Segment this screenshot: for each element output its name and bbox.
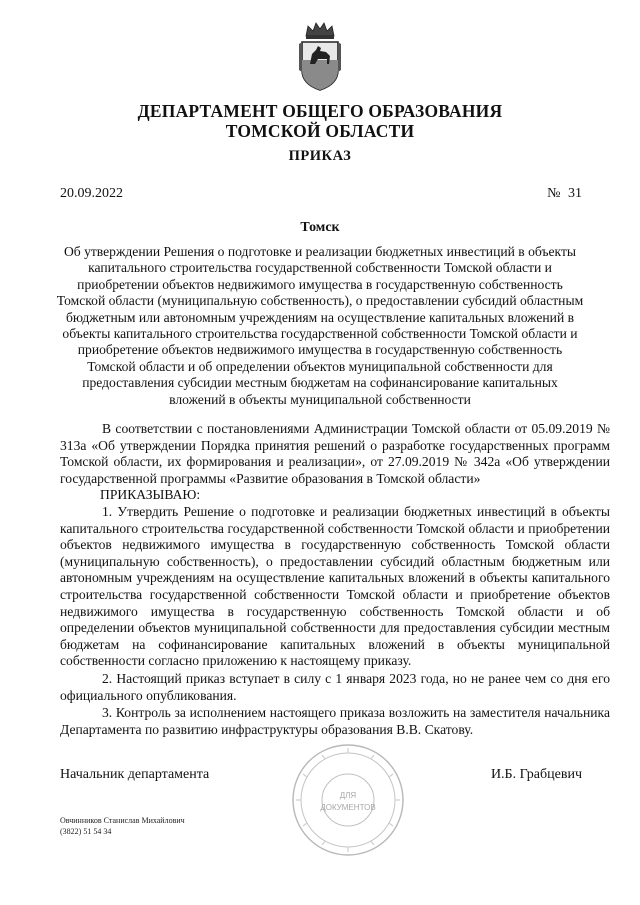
signatory-name: И.Б. Грабцевич — [490, 767, 582, 782]
title-line: объекты капитального строительства государственной собственности Томской области и — [62, 326, 578, 342]
tomsk-coat-of-arms-icon — [296, 20, 344, 92]
title-line: Томской области (муниципальную собственность), о предоставлении субсидий областным — [56, 293, 584, 309]
title-line: Томской области и об определении объектов муниципальной собственности для — [87, 358, 553, 374]
executor-info — [60, 815, 185, 837]
order-word: ПРИКАЗЫВАЮ: — [100, 487, 201, 503]
stamp-text-line2: ДОКУМЕНТОВ — [320, 803, 376, 812]
title-line: Об утверждении Решения о подготовке и реализации бюджетных инвестиций в объекты — [63, 244, 577, 259]
document-date: 20.09.2022 — [60, 186, 123, 201]
order-item-1: 1. Утвердить Решение о подготовке и реализации бюджетных инвестиций в объекты капитального строительства государственной собственности Томской области и приобретении объектов недвижимого имущества в государственную собственность Томской области (муниципальную собственность), о предоставлении субсидий областным бюджетным или автономным учреждениям на осуществление капитальных вложений в объекты капитального строительства государственной собственности Томской области и приобретение объектов недвижимого имущества в государственную собственность Томской области и об определении объектов муниципальной собственности для предоставления субсидии местным бюджетам на софинансирование капитальных вложений в объекты муниципальной собственности согласно приложению к настоящему приказу. — [60, 503, 610, 669]
document-body — [60, 421, 610, 738]
title-line: приобретение объектов недвижимого имущества в государственную собственность — [77, 342, 563, 358]
signatory-position: Начальник департамента — [60, 767, 210, 782]
official-stamp — [290, 742, 406, 858]
document-title — [56, 244, 584, 408]
title-line: капитального строительства государственной собственности Томской области и — [88, 260, 552, 276]
preamble-paragraph: В соответствии с постановлениями Администрации Томской области от 05.09.2019 № 313а «Об утверждении Порядка принятия решений о разработке государственных программ Томской области, их формирования и реализации», от 27.09.2019 № 342а «Об утверждении государственной программы «Развитие образования в Томской области» — [60, 421, 610, 486]
executor-phone: (3822) 51 54 34 — [60, 827, 112, 836]
executor-name: Овчинников Станислав Михайлович — [60, 816, 185, 825]
department-name-line1: ДЕПАРТАМЕНТ ОБЩЕГО ОБРАЗОВАНИЯ — [137, 101, 503, 121]
title-line: предоставления субсидии местным бюджетам на софинансирование капитальных — [82, 375, 558, 391]
document-number: № 31 — [547, 186, 582, 201]
document-type: ПРИКАЗ — [288, 148, 352, 164]
stamp-text-line1: ДЛЯ — [339, 791, 357, 800]
title-line: бюджетным или автономным учреждениям на осуществление капитальных вложений в — [65, 309, 575, 325]
title-line: приобретении объектов недвижимого имущества в государственную собственность — [77, 276, 563, 292]
order-item-2: 2. Настоящий приказ вступает в силу с 1 января 2023 года, но не ранее чем со дня его официального опубликования. — [60, 670, 610, 703]
document-city: Томск — [300, 220, 340, 235]
department-name-line2: ТОМСКОЙ ОБЛАСТИ — [225, 121, 415, 141]
order-item-3: 3. Контроль за исполнением настоящего приказа возложить на заместителя начальника Департамента по развитию инфраструктуры образования В.В. Скатову. — [60, 705, 610, 737]
title-line: вложений в объекты муниципальной собственности — [169, 391, 471, 407]
